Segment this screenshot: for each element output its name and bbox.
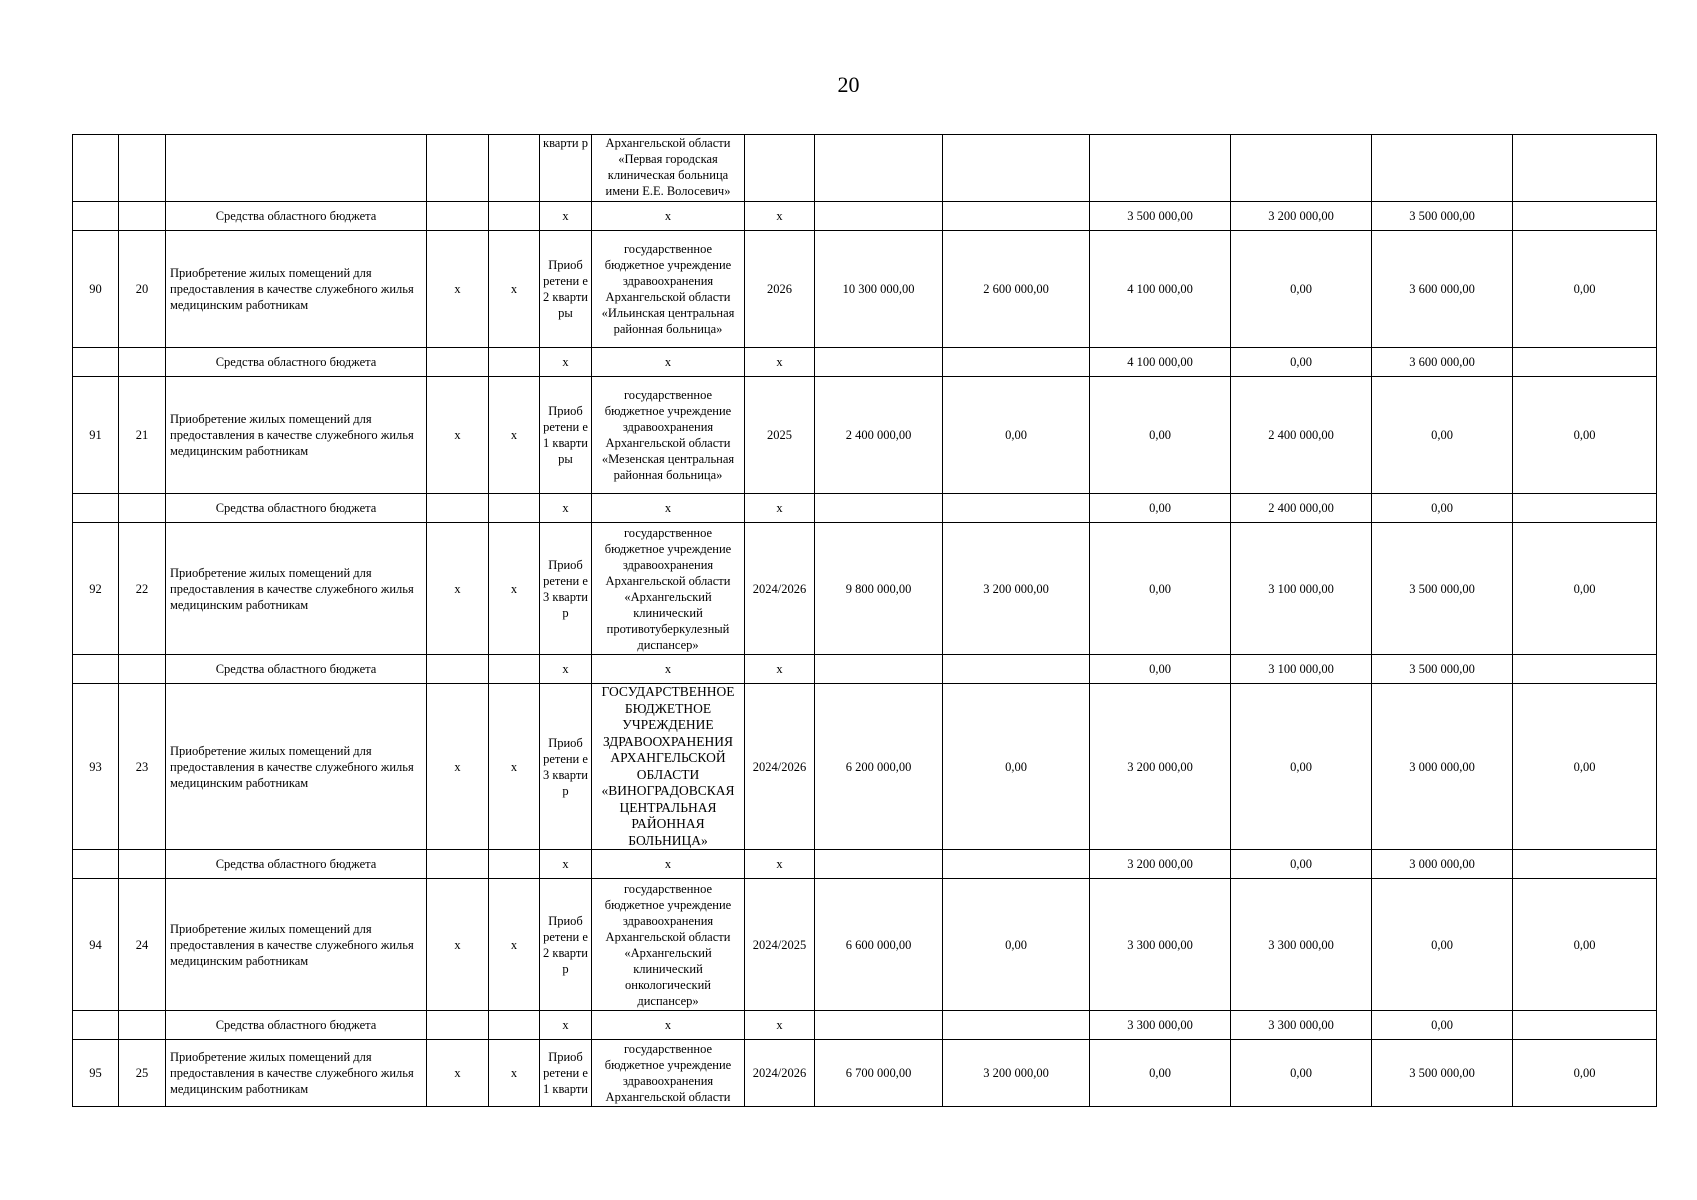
amount-year-2: 0,00 [1231,1040,1372,1107]
row-number: 91 [73,377,119,494]
amount-year-2: 3 100 000,00 [1231,655,1372,684]
amount-year-1: 0,00 [1090,655,1231,684]
item-name: Приобретение жилых помещений для предоставления в качестве служебного жилья медицинским работникам [166,1040,427,1107]
amount-year-3: 3 000 000,00 [1372,850,1513,879]
amount-year-1: 3 200 000,00 [1090,850,1231,879]
amount-year-1: 4 100 000,00 [1090,348,1231,377]
cell-x: х [540,348,592,377]
amount-year-3: 3 600 000,00 [1372,231,1513,348]
table-row-continuation [73,135,1657,202]
table-row-source [73,202,1657,231]
cell-x: х [427,377,489,494]
cell-x: х [489,231,540,348]
funding-source-label: Средства областного бюджета [166,850,427,879]
item-number: 20 [119,231,166,348]
table-row [73,684,1657,850]
organization-cell: ГОСУДАРСТВЕННОЕ БЮДЖЕТНОЕ УЧРЕЖДЕНИЕ ЗДРАВООХРАНЕНИЯ АРХАНГЕЛЬСКОЙ ОБЛАСТИ «ВИНОГРАДОВСКАЯ ЦЕНТРАЛЬНАЯ РАЙОННАЯ БОЛЬНИЦА» [592,684,745,850]
amount-year-1: 0,00 [1090,494,1231,523]
page-number: 20 [837,72,860,97]
amount-year-3: 3 500 000,00 [1372,655,1513,684]
amount-year-2: 3 300 000,00 [1231,1011,1372,1040]
amount-year-1: 0,00 [1090,377,1231,494]
cell-x: х [540,202,592,231]
table-row-source [73,1011,1657,1040]
total-amount: 6 700 000,00 [815,1040,943,1107]
amount-last: 0,00 [1513,523,1657,655]
table-row [73,523,1657,655]
result-cell: Приоб ретени е 2 кварти ры [540,231,592,348]
amount-year-1: 3 200 000,00 [1090,684,1231,850]
amount-year-2: 0,00 [1231,231,1372,348]
cell-x: х [540,494,592,523]
cell-x: х [540,655,592,684]
amount-year-3: 3 600 000,00 [1372,348,1513,377]
total-amount: 6 200 000,00 [815,684,943,850]
item-number: 21 [119,377,166,494]
amount-year-3: 0,00 [1372,1011,1513,1040]
row-number: 94 [73,879,119,1011]
amount-year-3: 0,00 [1372,879,1513,1011]
amount-year-3: 3 500 000,00 [1372,523,1513,655]
amount-year-2: 3 300 000,00 [1231,879,1372,1011]
cell-x: х [427,1040,489,1107]
result-cell: Приоб ретени е 1 кварти [540,1040,592,1107]
amount-last: 0,00 [1513,231,1657,348]
item-name: Приобретение жилых помещений для предоставления в качестве служебного жилья медицинским работникам [166,523,427,655]
result-cell: Приоб ретени е 3 кварти р [540,684,592,850]
cell-x: х [745,850,815,879]
previous-amount: 0,00 [943,879,1090,1011]
previous-amount: 0,00 [943,684,1090,850]
amount-year-2: 2 400 000,00 [1231,377,1372,494]
cell-x: х [427,684,489,850]
amount-year-1: 0,00 [1090,1040,1231,1107]
cell-x: х [745,655,815,684]
previous-amount: 2 600 000,00 [943,231,1090,348]
item-number: 22 [119,523,166,655]
total-amount: 6 600 000,00 [815,879,943,1011]
cell-x: х [745,202,815,231]
cell-x: х [745,494,815,523]
item-name: Приобретение жилых помещений для предоставления в качестве служебного жилья медицинским работникам [166,377,427,494]
amount-year-2: 2 400 000,00 [1231,494,1372,523]
table-row [73,377,1657,494]
row-number: 92 [73,523,119,655]
period-cell: 2024/2025 [745,879,815,1011]
amount-year-2: 0,00 [1231,850,1372,879]
organization-cell: государственное бюджетное учреждение здравоохранения Архангельской области «Архангельский клинический противотуберкулезный диспансер» [592,523,745,655]
funding-source-label: Средства областного бюджета [166,202,427,231]
amount-last: 0,00 [1513,1040,1657,1107]
item-name: Приобретение жилых помещений для предоставления в качестве служебного жилья медицинским работникам [166,879,427,1011]
item-number: 24 [119,879,166,1011]
organization-cell: государственное бюджетное учреждение здравоохранения Архангельской области «Ильинская центральная районная больница» [592,231,745,348]
amount-year-1: 0,00 [1090,523,1231,655]
cell-x: х [592,850,745,879]
cell-x: х [592,348,745,377]
cell-x: х [540,850,592,879]
cell-x: х [745,1011,815,1040]
amount-year-3: 0,00 [1372,377,1513,494]
cell-x: х [489,684,540,850]
organization-cell: Архангельской области «Первая городская клиническая больница имени Е.Е. Волосевич» [592,135,745,202]
previous-amount: 0,00 [943,377,1090,494]
organization-cell: государственное бюджетное учреждение здравоохранения Архангельской области «Архангельский клинический онкологический диспансер» [592,879,745,1011]
cell-x: х [427,879,489,1011]
amount-year-2: 0,00 [1231,684,1372,850]
amount-year-1: 3 500 000,00 [1090,202,1231,231]
item-name: Приобретение жилых помещений для предоставления в качестве служебного жилья медицинским работникам [166,684,427,850]
funding-source-label: Средства областного бюджета [166,655,427,684]
result-cell: кварти р [540,135,592,202]
row-number: 95 [73,1040,119,1107]
period-cell: 2024/2026 [745,684,815,850]
total-amount: 2 400 000,00 [815,377,943,494]
total-amount: 10 300 000,00 [815,231,943,348]
cell-x: х [489,523,540,655]
amount-year-1: 3 300 000,00 [1090,1011,1231,1040]
table-row-source [73,655,1657,684]
table-row-source [73,348,1657,377]
organization-cell: государственное бюджетное учреждение здравоохранения Архангельской области «Мезенская центральная районная больница» [592,377,745,494]
period-cell: 2026 [745,231,815,348]
item-number: 25 [119,1040,166,1107]
funding-source-label: Средства областного бюджета [166,1011,427,1040]
cell-x: х [592,494,745,523]
total-amount: 9 800 000,00 [815,523,943,655]
item-number: 23 [119,684,166,850]
cell-x: х [592,655,745,684]
amount-year-1: 4 100 000,00 [1090,231,1231,348]
funding-source-label: Средства областного бюджета [166,494,427,523]
organization-cell: государственное бюджетное учреждение здравоохранения Архангельской области [592,1040,745,1107]
funding-source-label: Средства областного бюджета [166,348,427,377]
period-cell: 2024/2026 [745,1040,815,1107]
amount-year-3: 3 000 000,00 [1372,684,1513,850]
previous-amount: 3 200 000,00 [943,1040,1090,1107]
cell-x: х [489,879,540,1011]
amount-year-2: 3 100 000,00 [1231,523,1372,655]
amount-last: 0,00 [1513,879,1657,1011]
cell-x: х [592,1011,745,1040]
result-cell: Приоб ретени е 3 кварти р [540,523,592,655]
cell-x: х [427,231,489,348]
table-row-source [73,494,1657,523]
table-row-source [73,850,1657,879]
row-number: 93 [73,684,119,850]
amount-year-2: 3 200 000,00 [1231,202,1372,231]
previous-amount: 3 200 000,00 [943,523,1090,655]
cell-x: х [592,202,745,231]
amount-year-3: 0,00 [1372,494,1513,523]
table-row [73,879,1657,1011]
result-cell: Приоб ретени е 1 кварти ры [540,377,592,494]
amount-year-1: 3 300 000,00 [1090,879,1231,1011]
table-row [73,231,1657,348]
cell-x: х [489,377,540,494]
amount-year-3: 3 500 000,00 [1372,1040,1513,1107]
amount-last: 0,00 [1513,377,1657,494]
cell-x: х [427,523,489,655]
table-row [73,1040,1657,1107]
amount-year-2: 0,00 [1231,348,1372,377]
amount-year-3: 3 500 000,00 [1372,202,1513,231]
period-cell: 2024/2026 [745,523,815,655]
row-number: 90 [73,231,119,348]
budget-table [72,134,1657,1107]
result-cell: Приоб ретени е 2 кварти р [540,879,592,1011]
cell-x: х [745,348,815,377]
period-cell: 2025 [745,377,815,494]
cell-x: х [540,1011,592,1040]
item-name: Приобретение жилых помещений для предоставления в качестве служебного жилья медицинским работникам [166,231,427,348]
amount-last: 0,00 [1513,684,1657,850]
cell-x: х [489,1040,540,1107]
